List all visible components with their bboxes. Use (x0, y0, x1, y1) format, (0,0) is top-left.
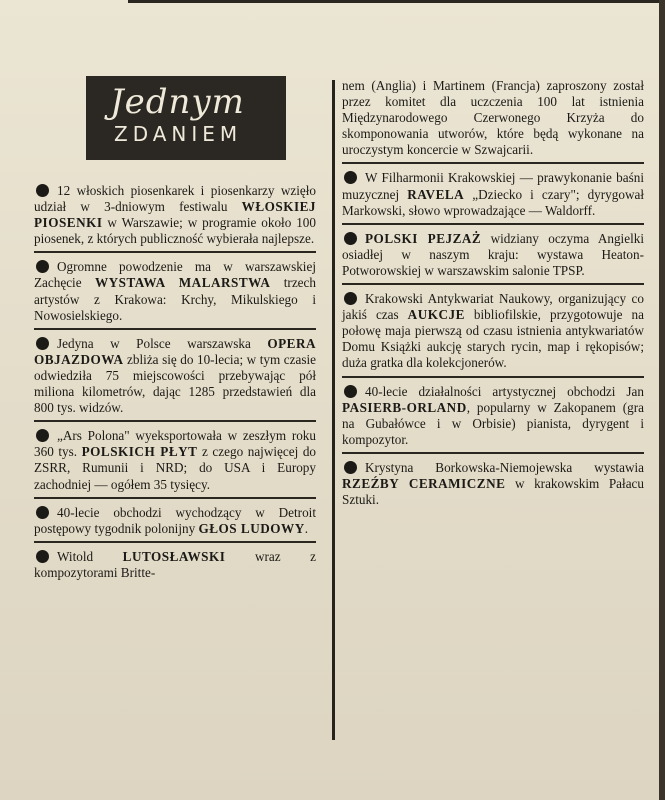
masthead-caps-word: ZDANIEM (114, 122, 243, 146)
item-text: zbliża się do 10-lecia; w tym czasie odwiedziła 75 miejscowości przebywając pół miliona kilometrów, dając 1285 przedstawień dla 800 tys. widzów. (34, 351, 316, 416)
item-text: bibliofilskie, przygotowuje na połowę maja pierwszą od czasu istnienia antykwariatów Domu Książki aukcję starych rycin, map i rękopisów; duża gratka dla kolekcjonerów. (342, 307, 644, 371)
bullet-icon (344, 232, 357, 245)
news-item (34, 428, 316, 498)
item-text: Krakowski Antykwariat Naukowy, organizujący co jakiś czas (342, 291, 644, 323)
news-item-continued (342, 78, 644, 164)
news-item (342, 291, 644, 377)
item-highlight: LUTOSŁAWSKI (122, 548, 226, 564)
item-text: 40-lecie obchodzi wychodzący w Detroit postępowy tygodnik polonijny (34, 504, 316, 536)
item-text: 12 włoskich piosenkarek i piosenkarzy wzięło udział w 3-dniowym festiwalu (34, 183, 316, 215)
item-text: 40-lecie działalności artystycznej obchodzi Jan (365, 383, 644, 399)
item-text: „Ars Polona" wyeksportowała w zeszłym roku 360 tys. (34, 428, 316, 460)
item-highlight: WŁOSKIEJ PIOSENKI (34, 199, 316, 231)
item-text: Krystyna Borkowska-Niemojewska wystawia (365, 459, 644, 475)
news-item (34, 259, 316, 329)
news-item (34, 183, 316, 253)
item-text: , popularny w Zakopanem (gra na Gubałówce i w Orbisie) pianista, dyrygent i kompozytor. (342, 399, 644, 447)
bullet-icon (344, 461, 357, 474)
item-text: wraz z kompozytorami Britte- (34, 548, 316, 580)
item-text: Ogromne powodzenie ma w warszawskiej Zachęcie (34, 259, 316, 291)
bullet-icon (36, 184, 49, 197)
item-text: w Warszawie; w programie około 100 piosenek, z których publiczność wybierała najlepsze. (34, 215, 316, 247)
item-text: nem (Anglia) i Martinem (Francja) zaproszony został przez komitet dla uczczenia 100 lat istnienia Międzynarodowego Czerwonego Krzyża do skomponowania utworów, które będą wykonane na uroczystym koncercie w Szwajcarii. (342, 78, 644, 158)
bullet-icon (36, 429, 49, 442)
page-edge (659, 0, 665, 800)
bullet-icon (36, 506, 49, 519)
column-divider (332, 80, 335, 740)
item-text: Witold (57, 548, 123, 564)
bullet-icon (344, 171, 357, 184)
bullet-icon (36, 337, 49, 350)
item-highlight: GŁOS LUDOWY (198, 520, 305, 536)
item-highlight: AUKCJE (407, 307, 465, 323)
news-item (34, 505, 316, 543)
item-text: Jedyna w Polsce warszawska (57, 335, 268, 351)
item-text: w krakowskim Pałacu Sztuki. (342, 475, 645, 508)
item-highlight: WYSTAWA MALARSTWA (94, 275, 271, 291)
bullet-icon (36, 550, 49, 563)
item-text: W Filharmonii Krakowskiej — prawykonanie baśni muzycznej (342, 170, 644, 202)
item-highlight: PASIERB-ORLAND (342, 399, 467, 415)
news-item (34, 549, 316, 585)
masthead-script-word: Jednym (110, 82, 245, 122)
item-highlight: OPERA OBJAZDOWA (34, 335, 316, 367)
item-highlight: RZEŹBY CERAMICZNE (342, 475, 506, 491)
bullet-icon (36, 260, 49, 273)
news-item (342, 384, 644, 454)
item-text: trzech artystów z Krakowa: Krchy, Mikulskiego i Nowosielskiego. (34, 275, 316, 323)
top-rule (128, 0, 665, 3)
item-text: widziany oczyma Angielki osiadłej w naszym kraju: wystawa Heaton-Potworowskiej w warszawskim salonie TPSP. (342, 230, 644, 278)
item-text: . (304, 520, 309, 536)
item-highlight: POLSKICH PŁYT (81, 444, 198, 460)
item-highlight: POLSKI PEJZAŻ (365, 230, 482, 246)
item-highlight: RAVELA (407, 186, 465, 202)
column-masthead (86, 76, 286, 160)
right-column (342, 78, 644, 518)
news-item (34, 336, 316, 422)
news-item (342, 231, 644, 285)
left-column (34, 183, 316, 591)
news-item (342, 460, 644, 512)
news-item (342, 170, 644, 224)
bullet-icon (344, 292, 357, 305)
item-text: z czego najwięcej do ZSRR, Rumunii i NRD; do USA i Europy zachodniej — ogółem 35 tysięcy. (34, 444, 317, 492)
item-text: „Dziecko i czary"; dyrygował Markowski, słowo wprowadzające — Waldorff. (342, 186, 644, 218)
bullet-icon (344, 385, 357, 398)
